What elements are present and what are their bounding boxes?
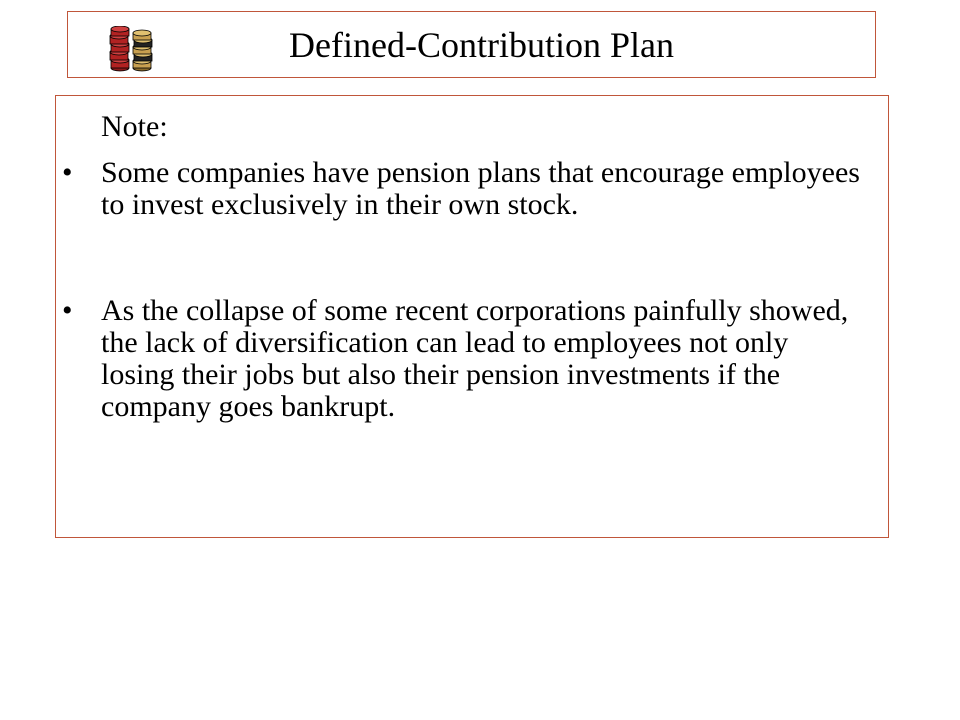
bullet-text: Some companies have pension plans that encourage employees to invest exclusively in their own stock. bbox=[101, 156, 860, 221]
note-label: Note: bbox=[101, 110, 168, 143]
bullet-marker: • bbox=[62, 156, 73, 189]
bullet-marker: • bbox=[62, 294, 73, 327]
content-box bbox=[55, 95, 889, 538]
title-box bbox=[67, 11, 876, 78]
slide-title: Defined-Contribution Plan bbox=[289, 25, 674, 65]
bullet-text: As the collapse of some recent corporations painfully showed, the lack of diversification can lead to employees not only losing their jobs but also their pension investments if the company goes bankrupt. bbox=[101, 294, 849, 423]
